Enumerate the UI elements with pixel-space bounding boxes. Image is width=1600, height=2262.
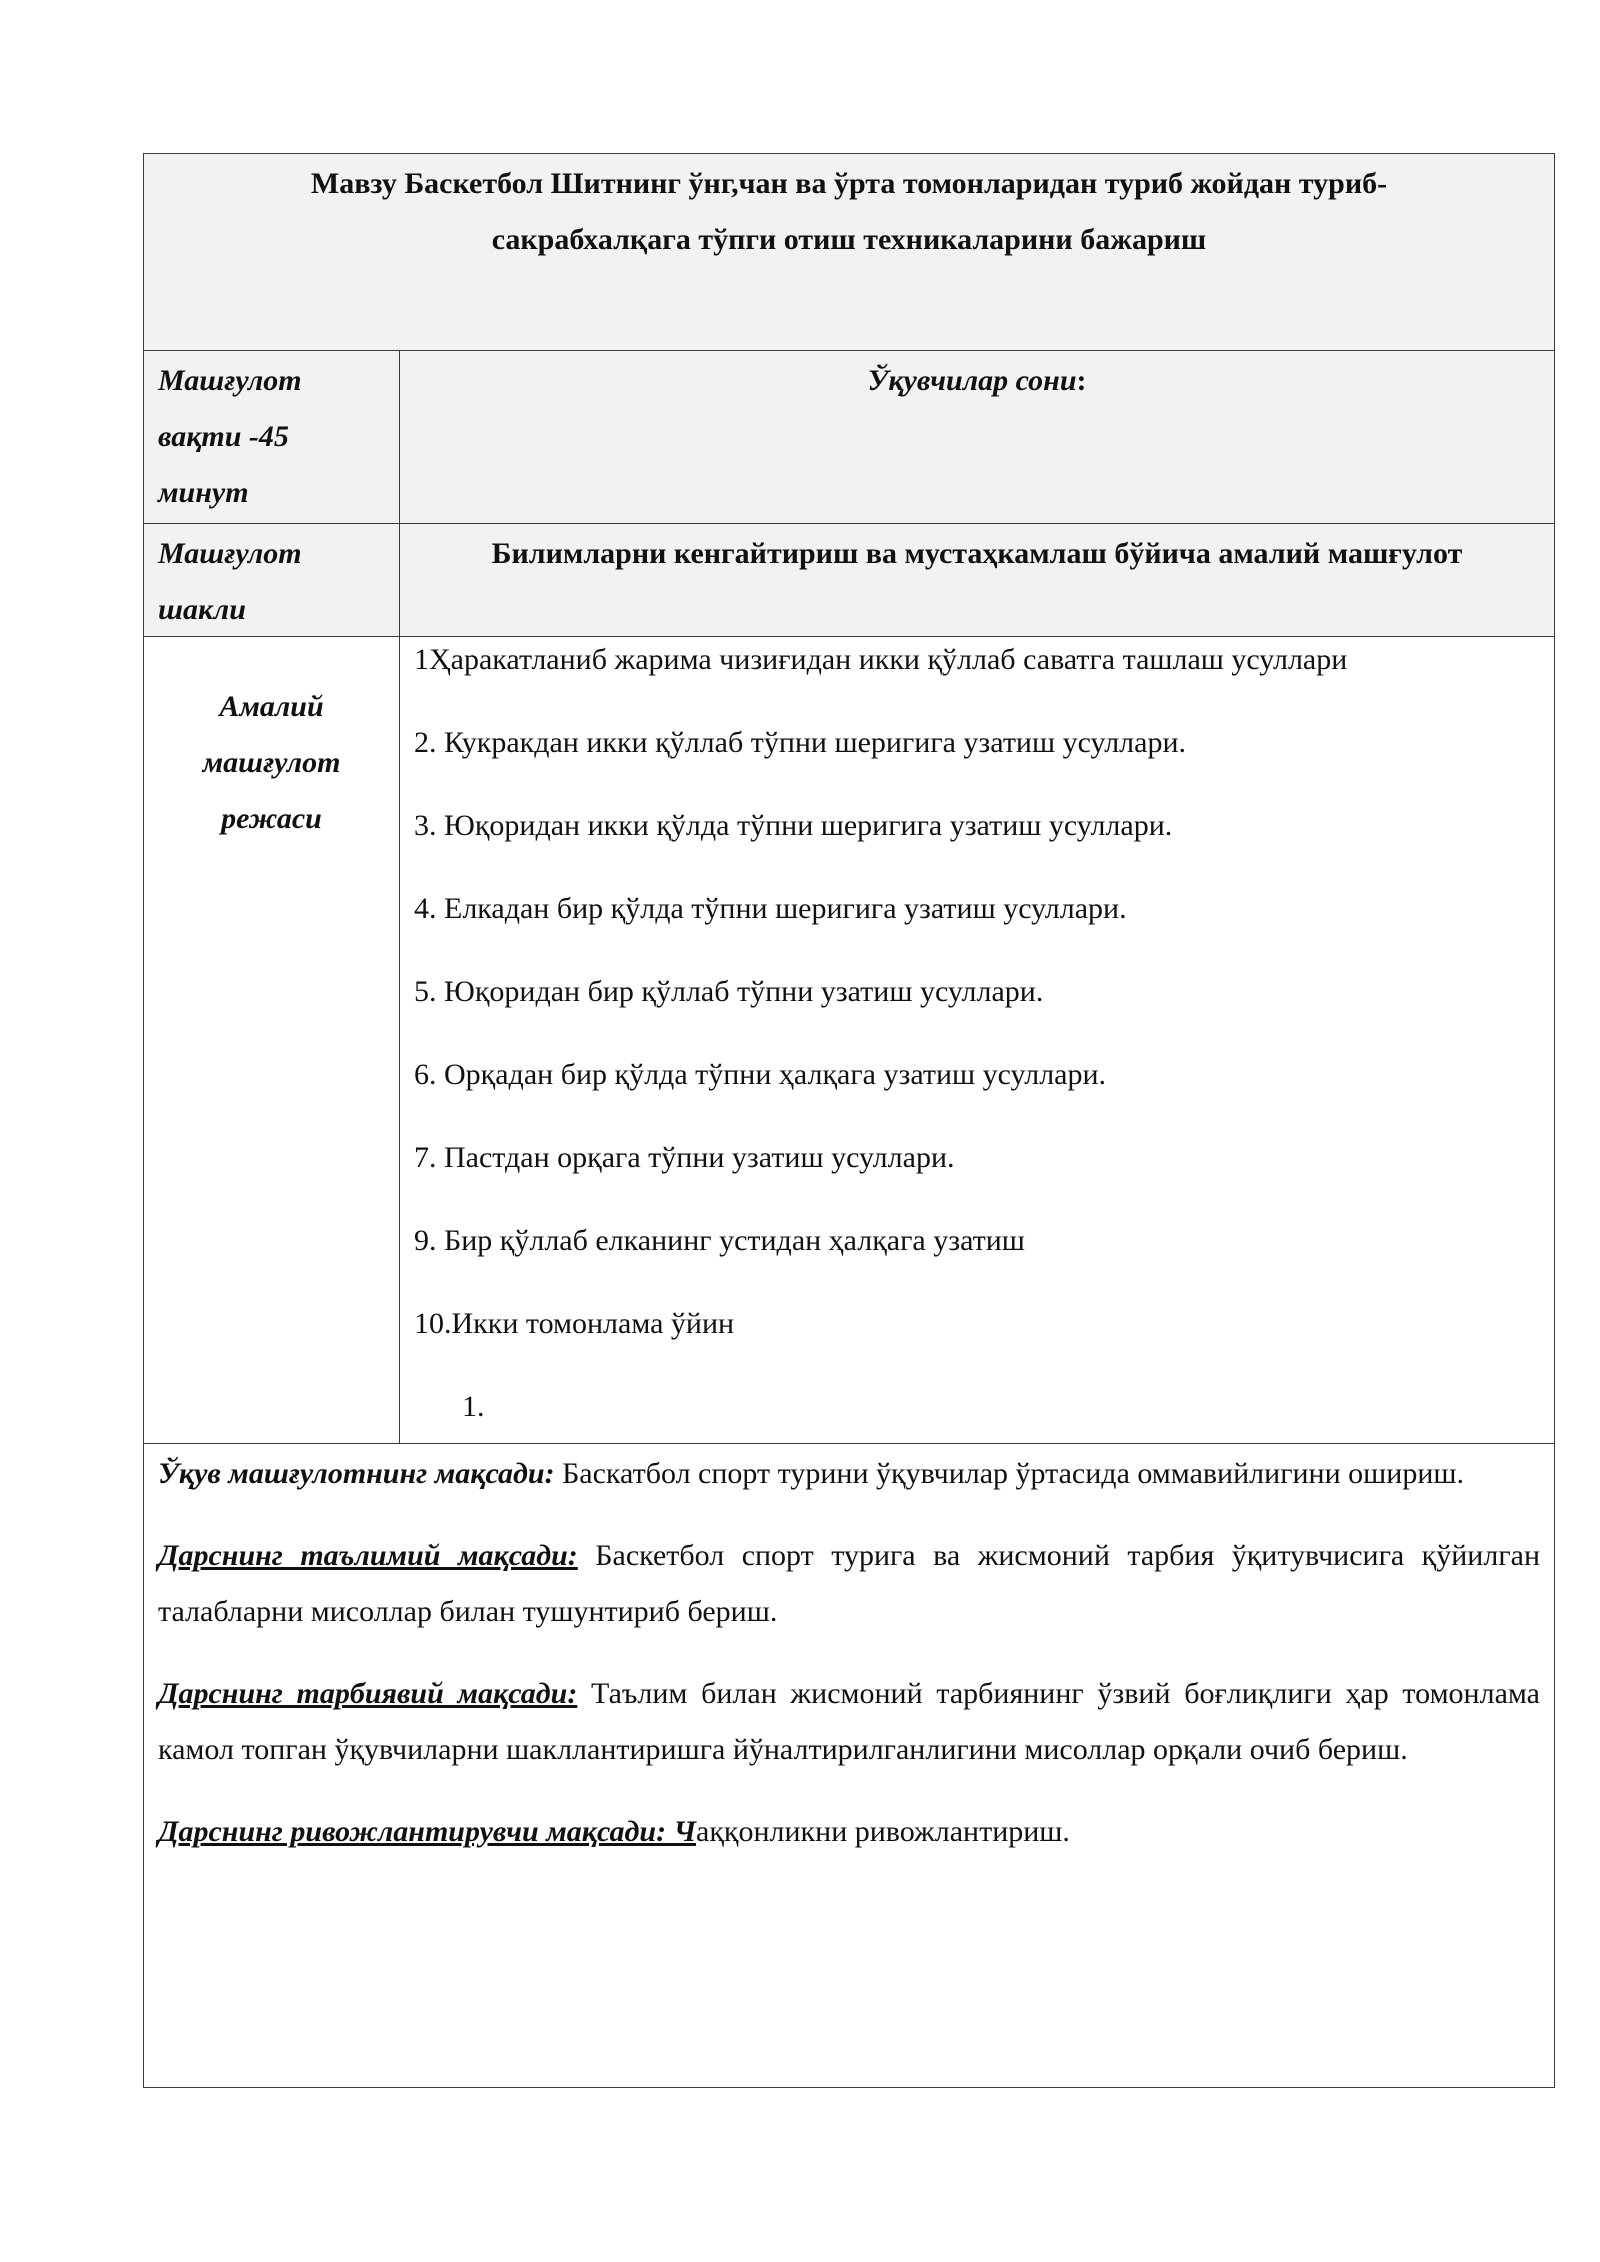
plan-items-cell <box>400 637 1554 1443</box>
time-label-cell <box>144 351 400 523</box>
plan-item: 7. Пастдан орқага тўпни узатиш усуллари. <box>414 1141 955 1174</box>
time-label-line-2: вақти -45 <box>158 420 289 453</box>
form-label-line-2: шакли <box>158 593 246 626</box>
goal-4-text: аққонликни ривожлантириш. <box>696 1815 1070 1848</box>
plan-item: 5. Юқоридан бир қўллаб тўпни узатиш усуллари. <box>414 975 1044 1008</box>
plan-item: 9. Бир қўллаб елканинг устидан ҳалқага узатиш <box>414 1224 1025 1257</box>
form-value-cell <box>400 524 1554 636</box>
goal-upbringing <box>158 1666 1540 1778</box>
goals-row <box>144 1444 1554 2087</box>
goal-1-label: Ўқув машғулотнинг мақсади: <box>158 1457 555 1490</box>
students-count-cell <box>400 351 1554 523</box>
students-count-colon: : <box>1076 364 1087 397</box>
goal-developing <box>158 1804 1540 1860</box>
plan-label-line-3: режаси <box>221 802 322 835</box>
form-row <box>144 524 1554 637</box>
plan-item: 6. Орқадан бир қўлда тўпни ҳалқага узатиш усуллари. <box>414 1058 1107 1091</box>
plan-item: 2. Кукракдан икки қўллаб тўпни шеригига узатиш усуллари. <box>414 726 1187 759</box>
goal-1-text: Баскатбол спорт турини ўқувчилар ўртасида оммавийлигини ошириш. <box>554 1457 1464 1490</box>
plan-item-empty-numbered: 1. <box>462 1390 485 1423</box>
plan-item: 1Ҳаракатланиб жарима чизиғидан икки қўллаб саватга ташлаш усуллари <box>414 643 1348 676</box>
form-label-line-1: Машғулот <box>158 537 302 570</box>
plan-label-line-2: машғулот <box>202 746 341 779</box>
title-line-1: Мавзу Баскетбол Шитнинг ўнг,чан ва ўрта томонларидан туриб жойдан туриб- <box>310 167 1388 200</box>
students-count-label: Ўқувчилар сони <box>867 364 1077 397</box>
goal-educational-session <box>158 1446 1540 1502</box>
title-line-2: сакрабхалқага тўпги отиш техникаларини бажариш <box>491 223 1207 256</box>
plan-item: 3. Юқоридан икки қўлда тўпни шеригига узатиш усуллари. <box>414 809 1173 842</box>
plan-item: 10.Икки томонлама ўйин <box>414 1307 735 1340</box>
plan-list <box>414 637 1540 1467</box>
plan-item: 4. Елкадан бир қўлда тўпни шеригига узатиш усуллари. <box>414 892 1127 925</box>
form-value: Билимларни кенгайтириш ва мустаҳкамлаш бўйича амалий машғулот <box>491 537 1463 570</box>
goal-2-text: Баскетбол спорт турига ва жисмоний тарбия ўқитувчисига қўйилган талабларни мисоллар билан тушунтириб бериш. <box>158 1539 1541 1628</box>
plan-row <box>144 637 1554 1444</box>
title-row <box>144 154 1554 351</box>
plan-label-cell <box>144 637 400 1443</box>
goal-3-text: Таълим билан жисмоний тарбиянинг ўзвий боғлиқлиги ҳар томонлама камол топган ўқувчиларни шакллантиришга йўналтирилганлигини мисоллар орқали очиб бериш. <box>158 1677 1540 1766</box>
plan-label-line-1: Амалий <box>219 690 324 723</box>
goal-3-label: Дарснинг тарбиявий мақсади: <box>158 1677 578 1710</box>
time-row <box>144 351 1554 524</box>
form-label-cell <box>144 524 400 636</box>
time-label-line-1: Машғулот <box>158 364 302 397</box>
lesson-plan-table <box>143 153 1555 2088</box>
goal-4-label: Дарснинг ривожлантирувчи мақсади: Ч <box>158 1815 697 1848</box>
time-label-line-3: минут <box>158 476 249 509</box>
goal-2-label: Дарснинг таълимий мақсади: <box>158 1539 578 1572</box>
goal-educational <box>158 1528 1540 1640</box>
